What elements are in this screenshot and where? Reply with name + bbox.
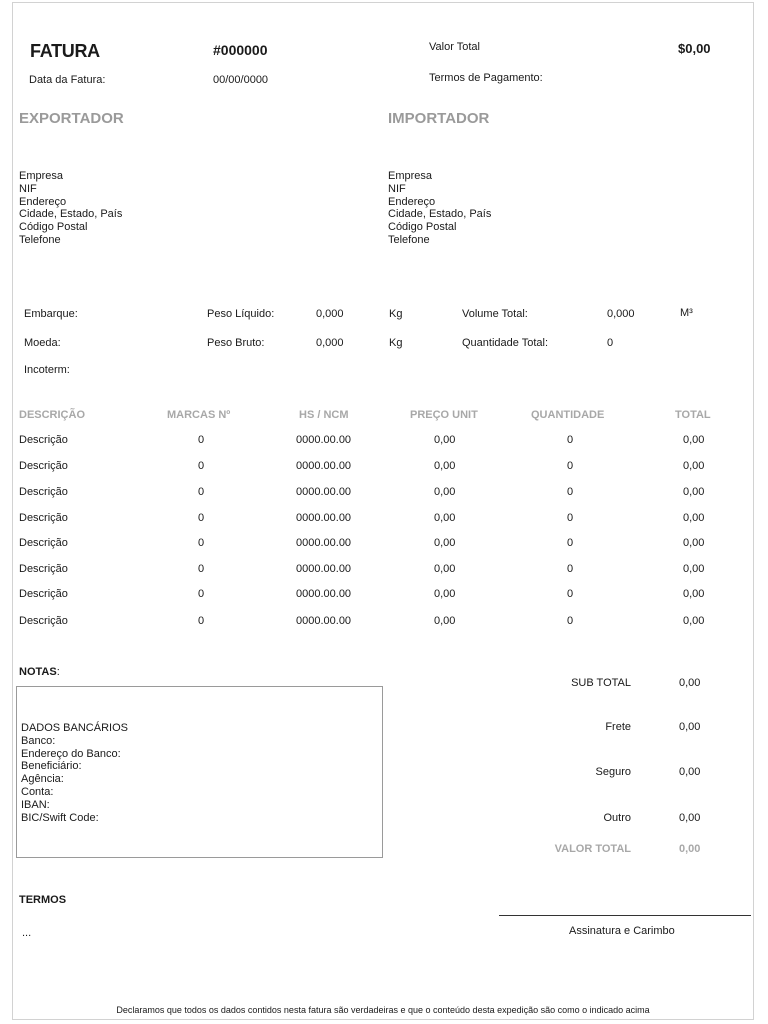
cell-preco-unit: 0,00 (434, 537, 456, 549)
cell-descricao: Descrição (19, 434, 68, 446)
importer-line: Empresa (388, 170, 433, 182)
cell-total: 0,00 (683, 615, 705, 627)
notes-colon: : (56, 666, 60, 678)
table-row (13, 435, 753, 449)
cell-preco-unit: 0,00 (434, 460, 456, 472)
bank-line: DADOS BANCÁRIOS (21, 722, 128, 734)
moeda-label: Moeda: (24, 337, 61, 349)
exporter-line: Empresa (19, 170, 64, 182)
exporter-line: Cidade, Estado, País (19, 208, 123, 221)
peso-bruto-unit: Kg (389, 337, 403, 349)
footer-declaration: Declaramos que todos os dados contidos nesta fatura são verdadeiras e que o conteúdo desta expedição são como o indicado acima (116, 1005, 650, 1015)
cell-descricao: Descrição (19, 486, 68, 498)
cell-descricao: Descrição (19, 460, 68, 472)
date-label: Data da Fatura: (29, 74, 106, 86)
peso-liquido-unit: Kg (389, 308, 403, 320)
subtotal-label: SUB TOTAL (571, 677, 631, 689)
exporter-line: Telefone (19, 233, 61, 246)
notes-label: NOTAS (19, 666, 57, 678)
cell-hs-ncm: 0000.00.00 (296, 512, 352, 524)
cell-marcas: 0 (198, 486, 205, 498)
table-row (13, 487, 753, 501)
cell-marcas: 0 (198, 563, 205, 575)
cell-descricao: Descrição (19, 512, 68, 524)
exporter-line: Endereço (19, 195, 67, 208)
cell-hs-ncm: 0000.00.00 (296, 563, 352, 575)
outro-value: 0,00 (679, 812, 701, 824)
invoice-number: #000000 (213, 42, 268, 58)
bank-line: IBAN: (21, 798, 50, 811)
bank-details (21, 722, 128, 824)
date-value: 00/00/0000 (213, 74, 269, 86)
cell-marcas: 0 (198, 615, 205, 627)
frete-label: Frete (605, 721, 631, 733)
cell-total: 0,00 (683, 486, 705, 498)
cell-total: 0,00 (683, 563, 705, 575)
table-row (13, 538, 753, 552)
total-label: Valor Total (429, 41, 480, 53)
th-total: TOTAL (675, 409, 711, 421)
th-descricao: DESCRIÇÃO (19, 409, 86, 421)
cell-total: 0,00 (683, 460, 705, 472)
exporter-line: Código Postal (19, 221, 88, 234)
cell-preco-unit: 0,00 (434, 486, 456, 498)
th-marcas: MARCAS Nº (167, 409, 231, 421)
table-row (13, 616, 753, 630)
signature-line (499, 915, 751, 916)
cell-hs-ncm: 0000.00.00 (296, 486, 352, 498)
table-row (13, 589, 753, 603)
cell-descricao: Descrição (19, 563, 68, 575)
invoice-page (12, 2, 754, 1020)
cell-preco-unit: 0,00 (434, 615, 456, 627)
th-preco-unit: PREÇO UNIT (410, 409, 478, 421)
cell-descricao: Descrição (19, 537, 68, 549)
notes-heading (19, 667, 60, 678)
cell-preco-unit: 0,00 (434, 588, 456, 600)
cell-hs-ncm: 0000.00.00 (296, 588, 352, 600)
cell-quantidade: 0 (567, 486, 574, 498)
notes-box[interactable] (16, 686, 383, 858)
th-quantidade: QUANTIDADE (531, 409, 605, 421)
peso-liquido-value: 0,000 (316, 308, 344, 320)
quantidade-label: Quantidade Total: (462, 337, 549, 349)
cell-hs-ncm: 0000.00.00 (296, 460, 352, 472)
cell-total: 0,00 (683, 588, 705, 600)
peso-bruto-label: Peso Bruto: (207, 337, 265, 349)
importer-heading: IMPORTADOR (388, 110, 490, 127)
volume-label: Volume Total: (462, 308, 528, 320)
valor-total-value: 0,00 (679, 843, 701, 855)
incoterm-label: Incoterm: (24, 364, 70, 376)
peso-liquido-label: Peso Líquido: (207, 308, 275, 320)
quantidade-value: 0 (607, 337, 614, 349)
importer-line: NIF (388, 182, 406, 195)
terms-heading: TERMOS (19, 894, 67, 906)
cell-quantidade: 0 (567, 563, 574, 575)
cell-hs-ncm: 0000.00.00 (296, 537, 352, 549)
bank-line: Banco: (21, 734, 56, 747)
cell-hs-ncm: 0000.00.00 (296, 615, 352, 627)
signature-label: Assinatura e Carimbo (569, 925, 675, 937)
valor-total-label: VALOR TOTAL (554, 843, 631, 855)
cell-quantidade: 0 (567, 460, 574, 472)
cell-marcas: 0 (198, 512, 205, 524)
bank-line: Endereço do Banco: (21, 747, 121, 760)
cell-quantidade: 0 (567, 615, 574, 627)
peso-bruto-value: 0,000 (316, 337, 344, 349)
importer-address (388, 170, 491, 247)
cell-quantidade: 0 (567, 512, 574, 524)
cell-total: 0,00 (683, 434, 705, 446)
importer-line: Cidade, Estado, País (388, 208, 492, 221)
total-value: $0,00 (678, 41, 711, 56)
volume-unit: M³ (680, 307, 693, 319)
bank-line: Agência: (21, 773, 64, 786)
importer-line: Telefone (388, 233, 430, 246)
volume-value: 0,000 (607, 308, 635, 320)
cell-preco-unit: 0,00 (434, 512, 456, 524)
cell-marcas: 0 (198, 537, 205, 549)
seguro-value: 0,00 (679, 766, 701, 778)
outro-label: Outro (603, 812, 631, 824)
cell-preco-unit: 0,00 (434, 563, 456, 575)
cell-quantidade: 0 (567, 588, 574, 600)
cell-marcas: 0 (198, 460, 205, 472)
cell-quantidade: 0 (567, 537, 574, 549)
cell-quantidade: 0 (567, 434, 574, 446)
cell-descricao: Descrição (19, 615, 68, 627)
exporter-line: NIF (19, 182, 37, 195)
cell-preco-unit: 0,00 (434, 434, 456, 446)
table-row (13, 461, 753, 475)
subtotal-value: 0,00 (679, 677, 701, 689)
cell-marcas: 0 (198, 434, 205, 446)
cell-total: 0,00 (683, 537, 705, 549)
payment-terms-label: Termos de Pagamento: (429, 72, 543, 84)
bank-line: Conta: (21, 785, 54, 798)
importer-line: Endereço (388, 195, 436, 208)
cell-total: 0,00 (683, 512, 705, 524)
cell-hs-ncm: 0000.00.00 (296, 434, 352, 446)
cell-marcas: 0 (198, 588, 205, 600)
exporter-heading: EXPORTADOR (19, 110, 124, 127)
frete-value: 0,00 (679, 721, 701, 733)
embarque-label: Embarque: (24, 308, 78, 320)
invoice-title: FATURA (30, 41, 100, 61)
bank-line: Beneficiário: (21, 760, 82, 773)
cell-descricao: Descrição (19, 588, 68, 600)
seguro-label: Seguro (595, 766, 631, 778)
table-row (13, 564, 753, 578)
exporter-address (19, 170, 122, 247)
table-row (13, 513, 753, 527)
bank-line: BIC/Swift Code: (21, 811, 99, 824)
importer-line: Código Postal (388, 221, 457, 234)
th-hs-ncm: HS / NCM (299, 409, 349, 421)
terms-text: ... (22, 927, 32, 939)
